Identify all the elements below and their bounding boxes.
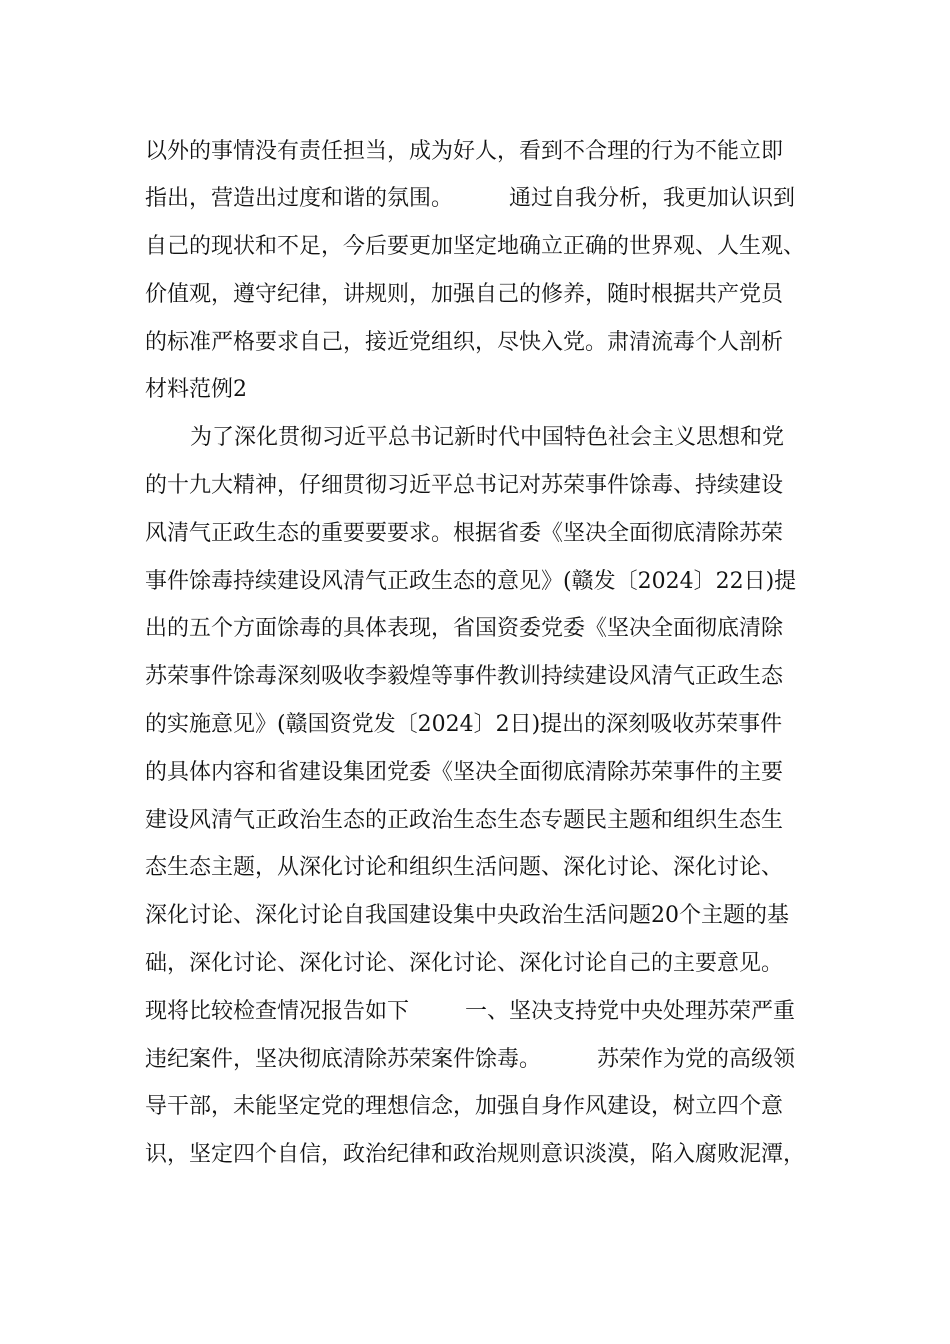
text-line: 现将比较检查情况报告如下 一、坚决支持党中央处理苏荣严重 [145, 999, 795, 1024]
text-line: 事件馀毒持续建设风清气正政生态的意见》(赣发〔2024〕22日)提 [145, 569, 797, 594]
text-line: 风清气正政生态的重要要要求。根据省委《坚决全面彻底清除苏荣 [145, 521, 784, 546]
text-line: 态生态主题，从深化讨论和组织生活问题、深化讨论、深化讨论、 [145, 855, 784, 880]
text-line: 的十九大精神，仔细贯彻习近平总书记对苏荣事件馀毒、持续建设 [145, 473, 784, 498]
text-line: 材料范例2 [145, 377, 247, 402]
text-line: 导干部，未能坚定党的理想信念，加强自身作风建设，树立四个意 [145, 1094, 784, 1119]
text-line: 价值观，遵守纪律，讲规则，加强自己的修养，随时根据共产党员 [145, 282, 784, 307]
text-line: 建设风清气正政治生态的正政治生态生态专题民主题和组织生态生 [145, 808, 784, 833]
text-line: 深化讨论、深化讨论自我国建设集中央政治生活问题20个主题的基 [145, 903, 789, 928]
text-line: 的实施意见》(赣国资党发〔2024〕2日)提出的深刻吸收苏荣事件 [145, 712, 783, 737]
text-line: 的标准严格要求自己，接近党组织，尽快入党。肃清流毒个人剖析 [145, 330, 784, 355]
text-line: 出的五个方面馀毒的具体表现，省国资委党委《坚决全面彻底清除 [145, 616, 784, 641]
text-line: 识，坚定四个自信，政治纪律和政治规则意识淡漠，陷入腐败泥潭， [145, 1142, 806, 1167]
text-line: 的具体内容和省建设集团党委《坚决全面彻底清除苏荣事件的主要 [145, 760, 784, 785]
paragraph-first-line: 为了深化贯彻习近平总书记新时代中国特色社会主义思想和党 [190, 425, 785, 450]
text-line: 苏荣事件馀毒深刻吸收李毅煌等事件教训持续建设风清气正政生态 [145, 664, 784, 689]
text-line: 础，深化讨论、深化讨论、深化讨论、深化讨论自己的主要意见。 [145, 951, 784, 976]
text-line: 指出，营造出过度和谐的氛围。 通过自我分析，我更加认识到 [145, 186, 795, 211]
text-line: 违纪案件，坚决彻底清除苏荣案件馀毒。 苏荣作为党的高级领 [145, 1047, 795, 1072]
text-line: 自己的现状和不足，今后要更加坚定地确立正确的世界观、人生观、 [145, 234, 806, 259]
text-line: 以外的事情没有责任担当，成为好人，看到不合理的行为不能立即 [145, 139, 784, 164]
